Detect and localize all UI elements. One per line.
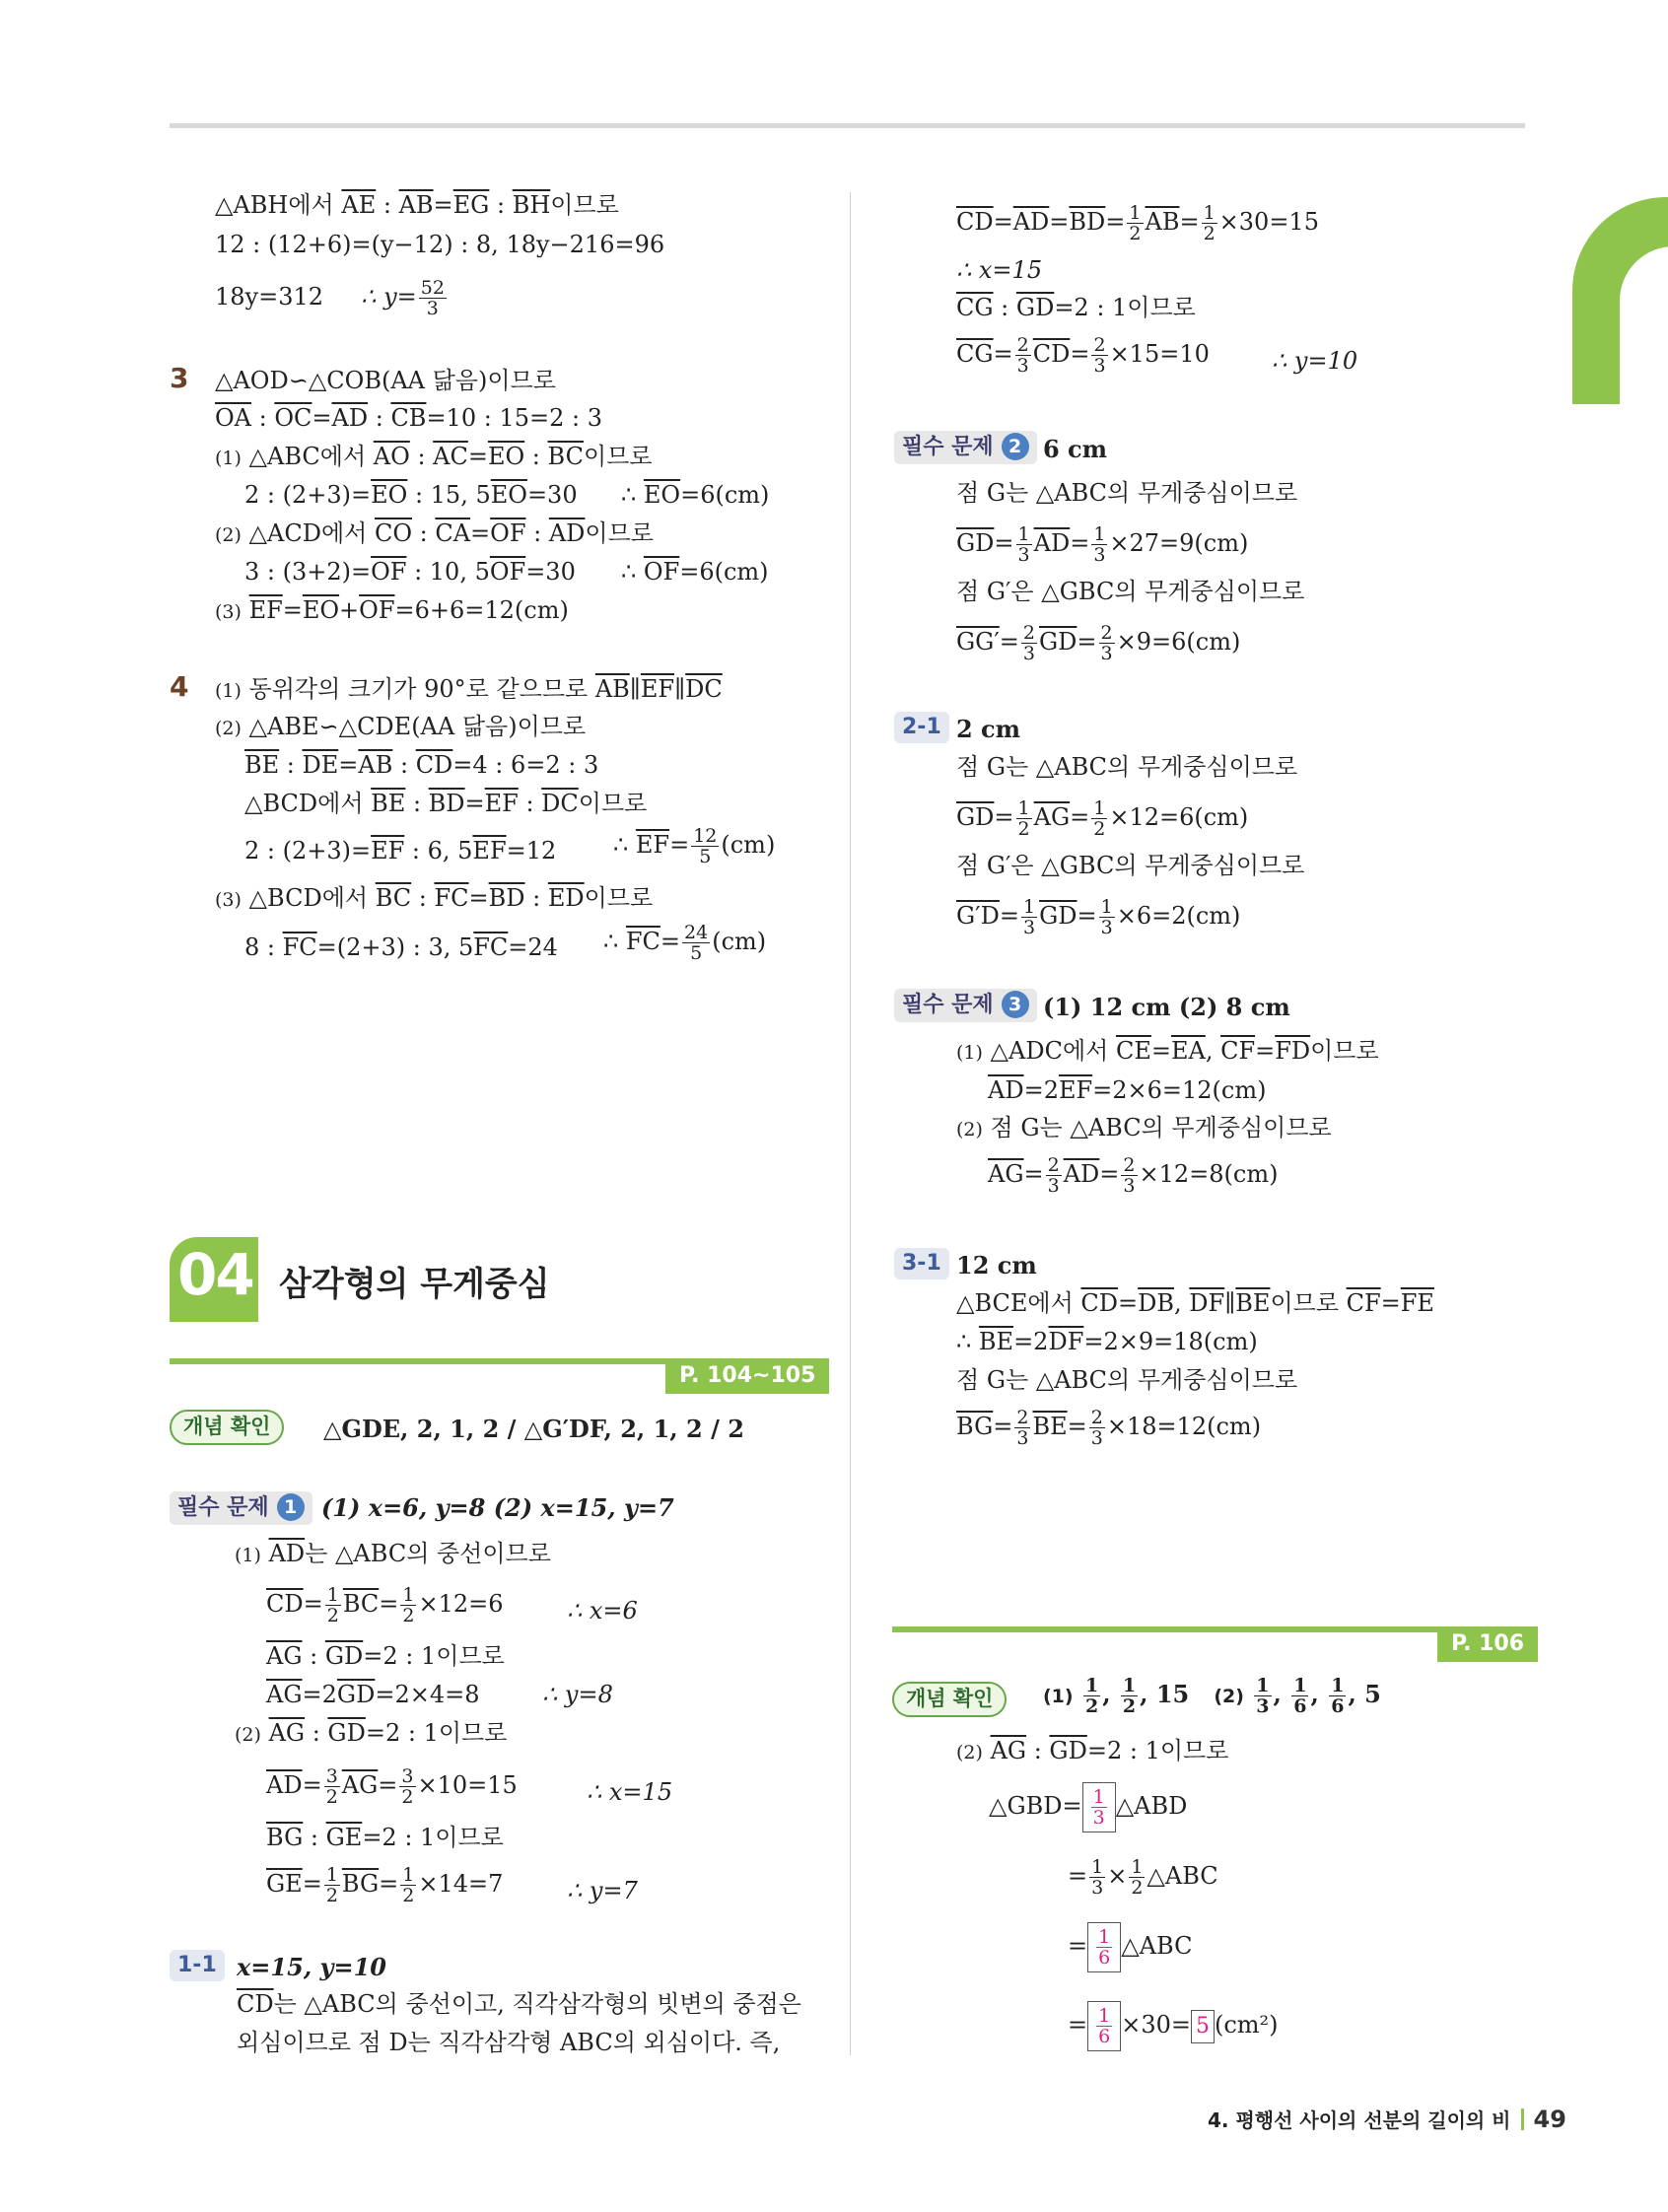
q3-line-6-conclusion: ∴ $\overline{OF}=6(cm)$ <box>621 558 769 586</box>
q4-line-7-conclusion: ∴ $\overline{FC}=$ $\frac{24}{5}$ (cm) <box>603 922 767 964</box>
required-problem-2-answer: 6 cm <box>1043 435 1108 463</box>
p1-line-8: $\overline{GE}=$ $\frac{1}{2}$ $\overline{BG}=$ $\frac{1}{2}$ ×14=7 <box>266 1864 504 1906</box>
p1-line-6-conclusion: ∴ x=15 <box>587 1778 673 1806</box>
required-problem-3-label: 필수 문제 3 <box>894 989 1037 1022</box>
p3-line-2: $\overline{AD}=2\overline{EF}=2\times 6=12(cm)$ <box>988 1076 1267 1104</box>
concept2-line-1: (2) $\overline{AG}$ : $\overline{GD}=2$ : 1이므로 <box>956 1737 1229 1764</box>
p1-line-5: (2) $\overline{AG}$ : $\overline{GD}=2$ : 1이므로 <box>235 1719 508 1747</box>
concept-check-label-2: 개념 확인 <box>892 1682 1007 1717</box>
p11-line-2: 외심이므로 점 D는 직각삼각형 ABC의 외심이다. 즉, <box>237 2029 781 2056</box>
q3-line-2: $\overline{OA}$ : $\overline{OC}=\overline{AD}$ : $\overline{CB}=10$ : 15=2 : 3 <box>215 404 602 432</box>
cont-line-2: 12 : (12+6)=(y−12) : 8, 18y−216=96 <box>215 231 665 258</box>
page-number: 49 <box>1533 2106 1566 2133</box>
q3-line-7: (3) $\overline{EF}=\overline{EO}+\overline{OF}=6+6=12(cm)$ <box>215 596 569 624</box>
p2-line-3: 점 G′은 △GBC의 무게중심이므로 <box>956 578 1305 605</box>
p1-line-4: $\overline{AG}=2\overline{GD}=2\times 4=8$ <box>266 1681 480 1708</box>
q3-line-3: (1) △ABC에서 $\overline{AO}$ : $\overline{AC}=\overline{EO}$ : $\overline{BC}$이므로 <box>215 443 653 470</box>
q4-line-7: 8 : $\overline{FC}=(2+3)$ : 3, $5\overline{FC}=24$ <box>244 933 558 961</box>
required-problem-3-answer: (1) 12 cm (2) 8 cm <box>1043 993 1290 1021</box>
required-problem-1-answer: (1) x=6, y=8 (2) x=15, y=7 <box>321 1493 674 1522</box>
problem-2-1-answer: 2 cm <box>956 715 1021 743</box>
cont-line-1: △ABH에서 $\overline{AE}$ : $\overline{AB}=\overline{EG}$ : $\overline{BH}$이므로 <box>215 191 619 219</box>
page106-tab: P. 106 <box>1437 1626 1538 1662</box>
q4-line-6: (3) △BCD에서 $\overline{BC}$ : $\overline{FC}=\overline{BD}$ : $\overline{ED}$이므로 <box>215 884 654 912</box>
concept-check-answer: △GDE, 2, 1, 2 / △G′DF, 2, 1, 2 / 2 <box>323 1415 744 1443</box>
p31-line-4: $\overline{BG}=$ $\frac{2}{3}$ $\overline{BE}=$ $\frac{2}{3}$ ×18=12(cm) <box>956 1407 1262 1449</box>
page-footer: 4. 평행선 사이의 선분의 길이의 비 49 <box>1208 2106 1566 2133</box>
section-number-badge: 04 <box>170 1237 258 1322</box>
q3-line-4: 2 : $(2+3)=\overline{EO}$ : 15, $5\overline{EO}=30$ <box>244 481 578 509</box>
required-problem-2-label: 필수 문제 2 <box>894 431 1037 464</box>
column-divider <box>850 192 851 2055</box>
problem-1-1-answer: x=15, y=10 <box>237 1953 386 1981</box>
p11-line-1: $\overline{CD}$는 △ABC의 중선이고, 직각삼각형의 빗변의 중점은 <box>237 1990 801 2018</box>
concept2-line-2: △GBD= $\frac{1}{3}$ △ABD <box>989 1782 1187 1832</box>
p1-line-7: $\overline{BG}$ : $\overline{GE}=2$ : 1이므로 <box>266 1824 504 1851</box>
page-range-tab: P. 104~105 <box>665 1358 829 1394</box>
concept2-line-5: = $\frac{1}{6}$ ×30= 5 (cm²) <box>1068 2001 1279 2051</box>
p21-line-3: 점 G′은 △GBC의 무게중심이므로 <box>956 852 1305 879</box>
p1-line-8-conclusion: ∴ y=7 <box>567 1877 638 1904</box>
p1-line-2: $\overline{CD}=$ $\frac{1}{2}$ $\overline{BC}=$ $\frac{1}{2}$ ×12=6 <box>266 1584 504 1626</box>
required-problem-1-label: 필수 문제 1 <box>170 1491 313 1525</box>
q4-line-4: △BCD에서 $\overline{BE}$ : $\overline{BD}=\overline{EF}$ : $\overline{DC}$이므로 <box>244 790 648 817</box>
right-cont-line-2: ∴ x=15 <box>956 256 1043 284</box>
p21-line-1: 점 G는 △ABC의 무게중심이므로 <box>956 753 1298 781</box>
cont-line-3: 18y=312 ∴ y= $\frac{52}{3}$ <box>215 277 445 319</box>
q3-line-4-conclusion: ∴ $\overline{EO}=6(cm)$ <box>621 481 770 509</box>
concept-check-answer-2: (1) $\frac{1}{2}$ , $\frac{1}{2}$ , 15 (2) $\frac{1}{3}$ , $\frac{1}{6}$ , $\frac{1}{6}$ , 5 <box>1043 1675 1381 1717</box>
q4-line-2: (2) △ABE∽△CDE(AA 닮음)이므로 <box>215 713 587 740</box>
p1-line-2-conclusion: ∴ x=6 <box>567 1597 638 1624</box>
p31-line-2: ∴ $\overline{BE}=2\overline{DF}=2\times 9=18(cm)$ <box>956 1328 1258 1355</box>
p31-line-3: 점 G는 △ABC의 무게중심이므로 <box>956 1366 1298 1394</box>
right-cont-line-4-conclusion: ∴ y=10 <box>1272 347 1358 375</box>
section-title: 삼각형의 무게중심 <box>279 1265 550 1304</box>
concept-check-label: 개념 확인 <box>170 1410 284 1445</box>
question-3-number: 3 <box>170 362 189 394</box>
right-cont-line-4: $\overline{CG}=$ $\frac{2}{3}$ $\overline{CD}=$ $\frac{2}{3}$ ×15=10 <box>956 334 1210 377</box>
q3-line-5: (2) △ACD에서 $\overline{CO}$ : $\overline{CA}=\overline{OF}$ : $\overline{AD}$이므로 <box>215 519 654 547</box>
p1-line-1: (1) $\overline{AD}$는 △ABC의 중선이므로 <box>235 1540 551 1567</box>
problem-2-1-label: 2-1 <box>894 712 949 743</box>
p3-line-3: (2) 점 G는 △ABC의 무게중심이므로 <box>956 1114 1332 1141</box>
right-cont-line-3: $\overline{CG}$ : $\overline{GD}=2$ : 1이므로 <box>956 294 1196 321</box>
q4-line-5-conclusion: ∴ $\overline{EF}=$ $\frac{12}{5}$ (cm) <box>613 825 776 867</box>
q4-line-1: (1) 동위각의 크기가 90°로 같으므로 $\overline{AB}\parallel\overline{EF}\parallel\overline{DC}$ <box>215 675 723 703</box>
q4-line-3: $\overline{BE}$ : $\overline{DE}=\overline{AB}$ : $\overline{CD}=4$ : 6=2 : 3 <box>244 751 599 779</box>
question-4-number: 4 <box>170 670 189 703</box>
side-tab-label: 개념편 <box>1580 281 1614 399</box>
problem-3-1-answer: 12 cm <box>956 1251 1037 1279</box>
p1-line-3: $\overline{AG}$ : $\overline{GD}=2$ : 1이므로 <box>266 1642 505 1670</box>
page106-rule <box>892 1626 1528 1632</box>
right-cont-line-1: $\overline{CD}=\overline{AD}=\overline{BD}=$ $\frac{1}{2}$ $\overline{AB}=$ $\frac{1}{2}$ ×30=15 <box>956 202 1319 244</box>
p1-line-6: $\overline{AD}=$ $\frac{3}{2}$ $\overline{AG}=$ $\frac{3}{2}$ ×10=15 <box>266 1765 518 1808</box>
p3-line-1: (1) △ADC에서 $\overline{CE}=\overline{EA}$, $\overline{CF}=\overline{FD}$이므로 <box>956 1037 1379 1065</box>
p2-line-2: $\overline{GD}=$ $\frac{1}{3}$ $\overline{AD}=$ $\frac{1}{3}$ ×27=9(cm) <box>956 523 1249 566</box>
q3-line-1: △AOD∽△COB(AA 닮음)이므로 <box>215 367 556 394</box>
p2-line-1: 점 G는 △ABC의 무게중심이므로 <box>956 479 1298 507</box>
p21-line-4: G′D= $\frac{1}{3}$ $\overline{GD}=$ $\frac{1}{3}$ ×6=2(cm) <box>956 896 1241 938</box>
p3-line-4: $\overline{AG}=$ $\frac{2}{3}$ $\overline{AD}=$ $\frac{2}{3}$ ×12=8(cm) <box>988 1154 1279 1197</box>
q3-line-6: 3 : $(3+2)=\overline{OF}$ : 10, $5\overline{OF}=30$ <box>244 558 576 586</box>
p1-line-4-conclusion: ∴ y=8 <box>542 1681 613 1708</box>
q4-line-5: 2 : $(2+3)=\overline{EF}$ : 6, $5\overline{EF}=12$ <box>244 837 557 864</box>
p21-line-2: $\overline{GD}=$ $\frac{1}{2}$ $\overline{AG}=$ $\frac{1}{2}$ ×12=6(cm) <box>956 797 1249 840</box>
p31-line-1: △BCE에서 $\overline{CD}=\overline{DB}$, $\overline{DF}\parallel\overline{BE}$이므로 $\overline{CF}=\overline{FE}$ <box>956 1289 1434 1317</box>
concept2-line-4: = $\frac{1}{6}$ △ABC <box>1068 1922 1192 1972</box>
p2-line-4: GG′= $\frac{2}{3}$ $\overline{GD}=$ $\frac{2}{3}$ ×9=6(cm) <box>956 622 1241 664</box>
problem-3-1-label: 3-1 <box>894 1248 949 1279</box>
problem-1-1-label: 1-1 <box>170 1950 225 1981</box>
concept2-line-3: = $\frac{1}{3}$ × $\frac{1}{2}$ △ABC <box>1068 1856 1218 1899</box>
top-rule <box>170 123 1525 128</box>
